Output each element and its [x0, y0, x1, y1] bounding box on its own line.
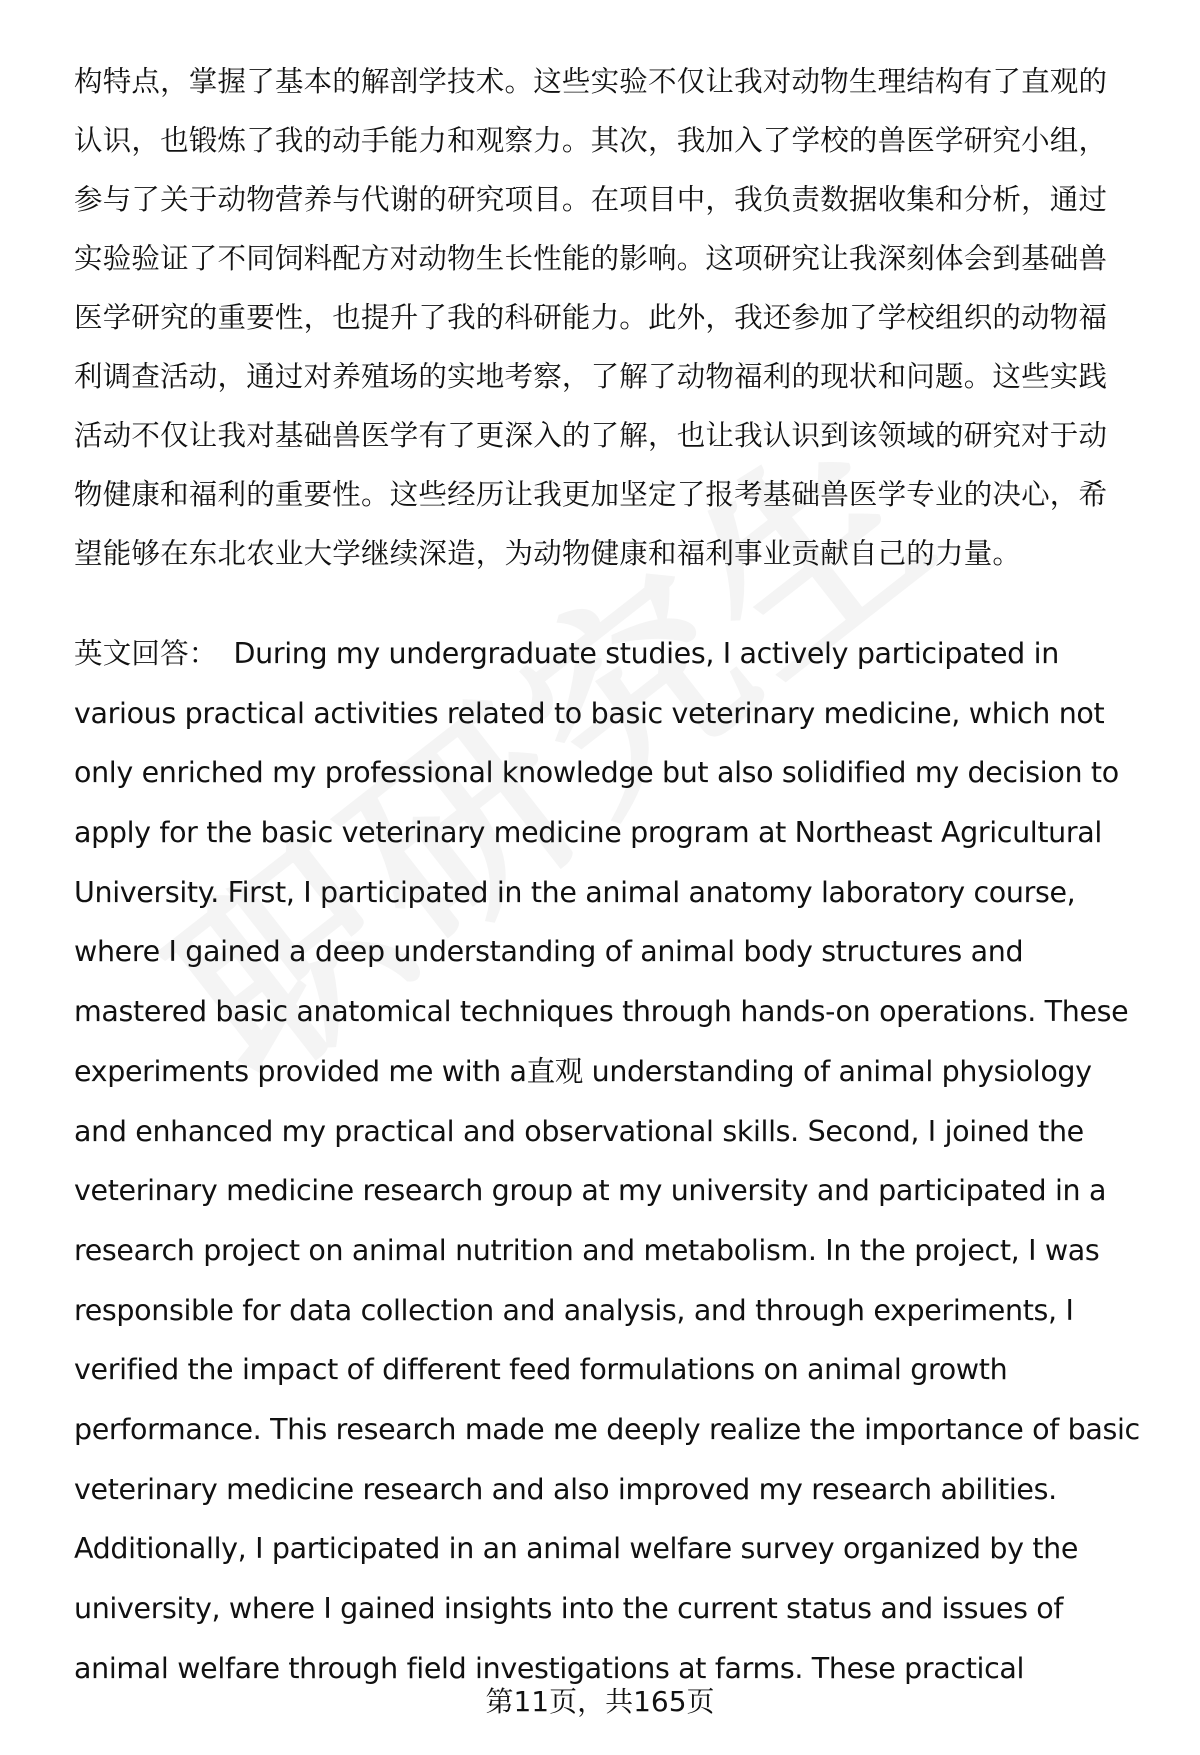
english-line: university, where I gained insights into the current status and issues of [74, 1592, 1064, 1625]
chinese-line: 医学研究的重要性，也提升了我的科研能力。此外，我还参加了学校组织的动物福 [74, 301, 1108, 334]
english-line: various practical activities related to basic veterinary medicine, which not [74, 696, 1105, 730]
english-line: only enriched my professional knowledge but also solidified my decision to [74, 756, 1119, 790]
english-line: research project on animal nutrition and metabolism. In the project, I was [74, 1233, 1100, 1267]
english-line: veterinary medicine research and also improved my research abilities. [74, 1472, 1057, 1506]
chinese-line: 参与了关于动物营养与代谢的研究项目。在项目中，我负责数据收集和分析，通过 [74, 183, 1108, 216]
english-line: experiments provided me with a直观 understanding of animal physiology [74, 1054, 1092, 1088]
chinese-line: 构特点，掌握了基本的解剖学技术。这些实验不仅让我对动物生理结构有了直观的 [74, 65, 1108, 98]
english-line: verified the impact of different feed formulations on animal growth [74, 1353, 1008, 1387]
english-line: performance. This research made me deeply realize the importance of basic [74, 1412, 1140, 1446]
english-line: mastered basic anatomical techniques through hands-on operations. These [74, 995, 1129, 1029]
english-line: Additionally, I participated in an animal welfare survey organized by the [74, 1532, 1079, 1566]
english-line: where I gained a deep understanding of animal body structures and [74, 935, 1024, 969]
chinese-line: 利调查活动，通过对养殖场的实地考察，了解了动物福利的现状和问题。这些实践 [74, 360, 1108, 393]
english-line: animal welfare through field investigations at farms. These practical [74, 1651, 1025, 1685]
english-line: University. First, I participated in the animal anatomy laboratory course, [74, 875, 1076, 909]
chinese-line: 物健康和福利的重要性。这些经历让我更加坚定了报考基础兽医学专业的决心，希 [74, 478, 1108, 511]
chinese-line: 活动不仅让我对基础兽医学有了更深入的了解，也让我认识到该领域的研究对于动 [74, 419, 1108, 452]
chinese-paragraph [74, 52, 1154, 583]
english-line: responsible for data collection and analysis, and through experiments, I [74, 1293, 1074, 1327]
english-line-text: During my undergraduate studies, I actively participated in [233, 637, 1059, 670]
english-line: and enhanced my practical and observational skills. Second, I joined the [74, 1114, 1084, 1148]
english-answer-label: 英文回答： [74, 637, 218, 670]
chinese-line: 望能够在东北农业大学继续深造，为动物健康和福利事业贡献自己的力量。 [74, 537, 1022, 570]
page-number-footer: 第11页，共165页 [485, 1685, 715, 1718]
chinese-line: 实验验证了不同饲料配方对动物生长性能的影响。这项研究让我深刻体会到基础兽 [74, 242, 1108, 275]
english-answer [74, 624, 1154, 1698]
english-line: veterinary medicine research group at my university and participated in a [74, 1174, 1107, 1208]
english-line: apply for the basic veterinary medicine program at Northeast Agricultural [74, 816, 1102, 850]
english-first-line [74, 624, 1154, 684]
chinese-line: 认识，也锻炼了我的动手能力和观察力。其次，我加入了学校的兽医学研究小组， [74, 124, 1108, 157]
